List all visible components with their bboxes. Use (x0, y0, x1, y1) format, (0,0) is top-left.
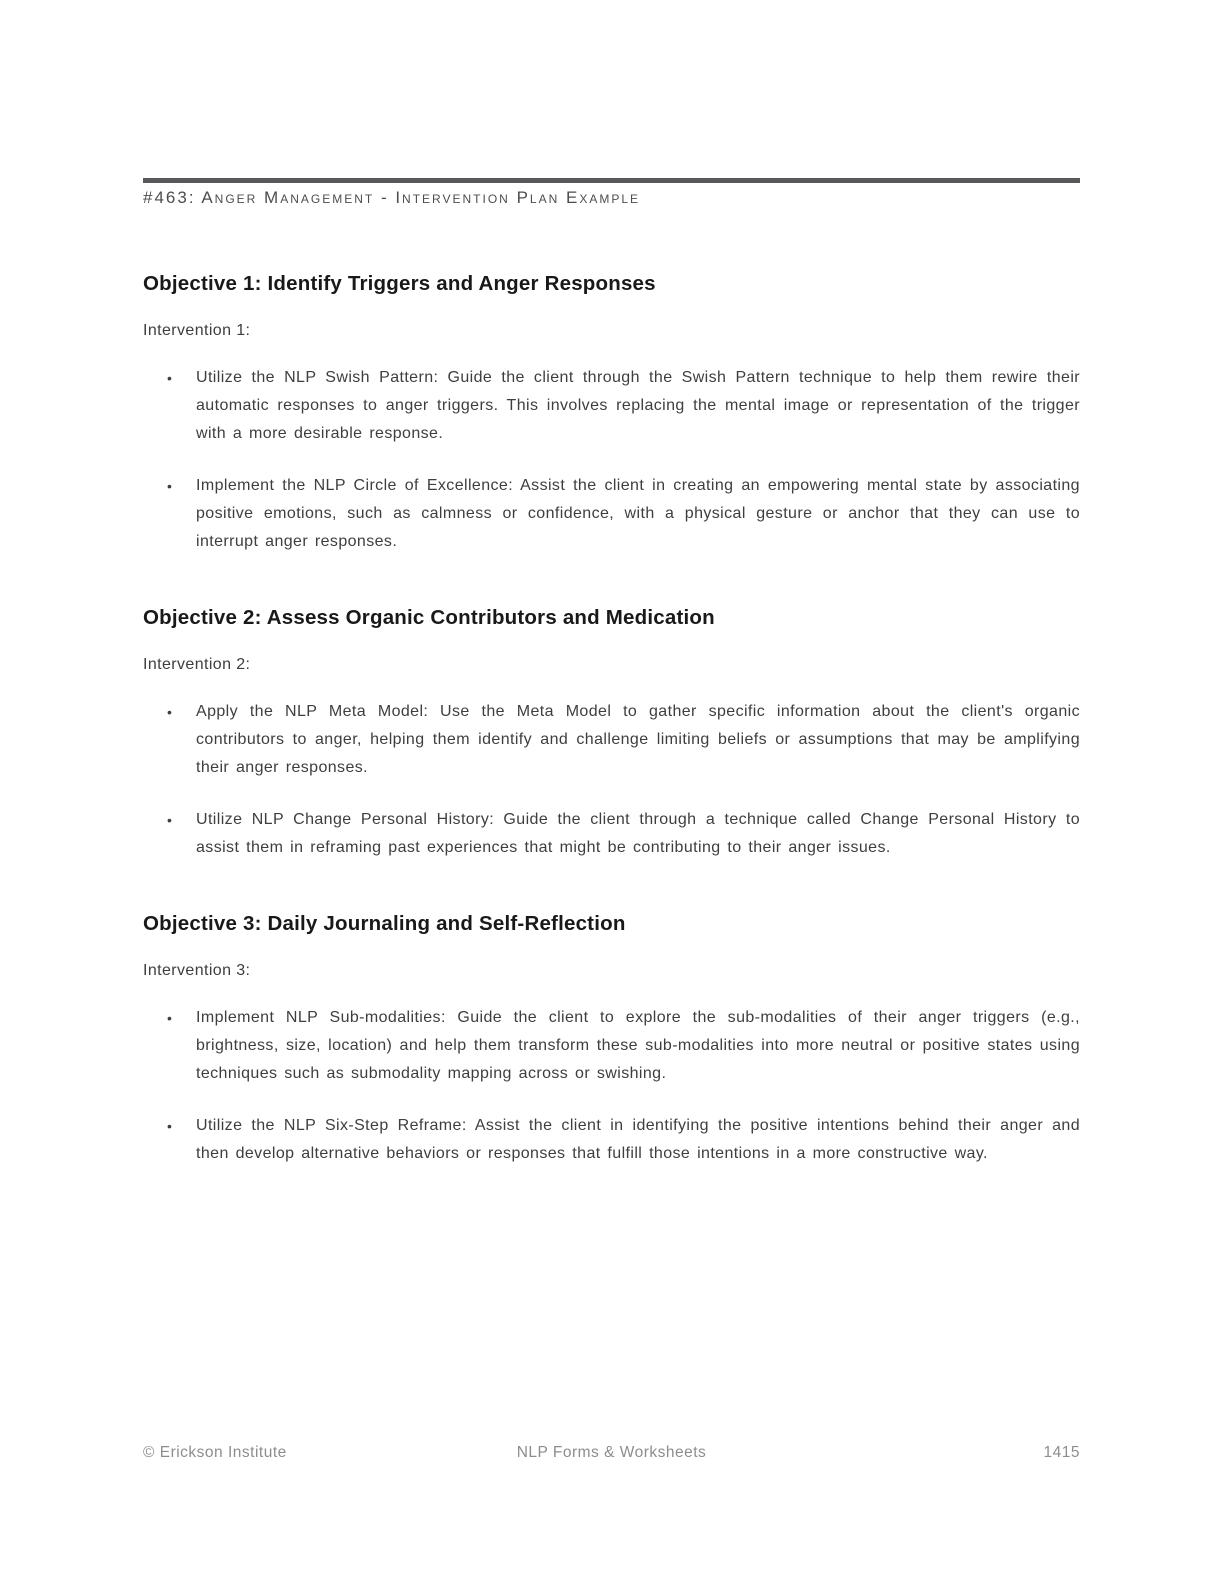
bullet-list (167, 698, 1080, 862)
document-content (143, 0, 1080, 1192)
objective-3-heading: Objective 3: Daily Journaling and Self-Reflection (143, 912, 626, 935)
list-item (167, 1004, 1080, 1088)
intervention-2-label: Intervention 2: (143, 656, 251, 673)
bullet-icon: • (167, 812, 173, 828)
page-footer (143, 1444, 1080, 1462)
footer-page-number: 1415 (1043, 1444, 1080, 1461)
list-item (167, 472, 1080, 556)
bullet-icon: • (167, 1118, 173, 1134)
list-item (167, 698, 1080, 782)
bullet-text: Utilize the NLP Six-Step Reframe: Assist the client in identifying the positive intentions behind their anger and then develop alternative behaviors or responses that fulfill those intentions in a more constructive way. (196, 1117, 1080, 1162)
intervention-1-label: Intervention 1: (143, 322, 251, 339)
section-objective-1 (143, 272, 1080, 556)
bullet-icon: • (167, 704, 173, 720)
list-item (167, 1112, 1080, 1168)
section-objective-2 (143, 606, 1080, 862)
footer-title: NLP Forms & Worksheets (516, 1444, 707, 1461)
header-rule (143, 178, 1080, 183)
bullet-list (167, 1004, 1080, 1168)
list-item (167, 806, 1080, 862)
intervention-3-label: Intervention 3: (143, 962, 251, 979)
bullet-text: Apply the NLP Meta Model: Use the Meta Model to gather specific information about the client's organic contributors to anger, helping them identify and challenge limiting beliefs or assumptions that may be amplifying their anger responses. (196, 703, 1080, 776)
bullet-text: Implement NLP Sub-modalities: Guide the client to explore the sub-modalities of their anger triggers (e.g., brightness, size, location) and help them transform these sub-modalities into more neutral or positive states using techniques such as submodality mapping across or swishing. (196, 1009, 1080, 1082)
section-objective-3 (143, 912, 1080, 1168)
bullet-text: Utilize the NLP Swish Pattern: Guide the client through the Swish Pattern technique to help them rewire their automatic responses to anger triggers. This involves replacing the mental image or representation of the trigger with a more desirable response. (196, 369, 1080, 442)
objective-1-heading: Objective 1: Identify Triggers and Anger Responses (143, 272, 656, 295)
bullet-list (167, 364, 1080, 556)
bullet-text: Implement the NLP Circle of Excellence: Assist the client in creating an empowering mental state by associating positive emotions, such as calmness or confidence, with a physical gesture or anchor that they can use to interrupt anger responses. (196, 477, 1080, 550)
objective-2-heading: Objective 2: Assess Organic Contributors and Medication (143, 606, 715, 629)
bullet-icon: • (167, 1010, 173, 1026)
bullet-text: Utilize NLP Change Personal History: Guide the client through a technique called Change Personal History to assist them in reframing past experiences that might be contributing to their anger issues. (196, 811, 1080, 856)
page-title: #463: Anger Management - Intervention Plan Example (143, 188, 640, 207)
bullet-icon: • (167, 370, 173, 386)
footer-copyright: © Erickson Institute (143, 1444, 287, 1461)
list-item (167, 364, 1080, 448)
bullet-icon: • (167, 478, 173, 494)
